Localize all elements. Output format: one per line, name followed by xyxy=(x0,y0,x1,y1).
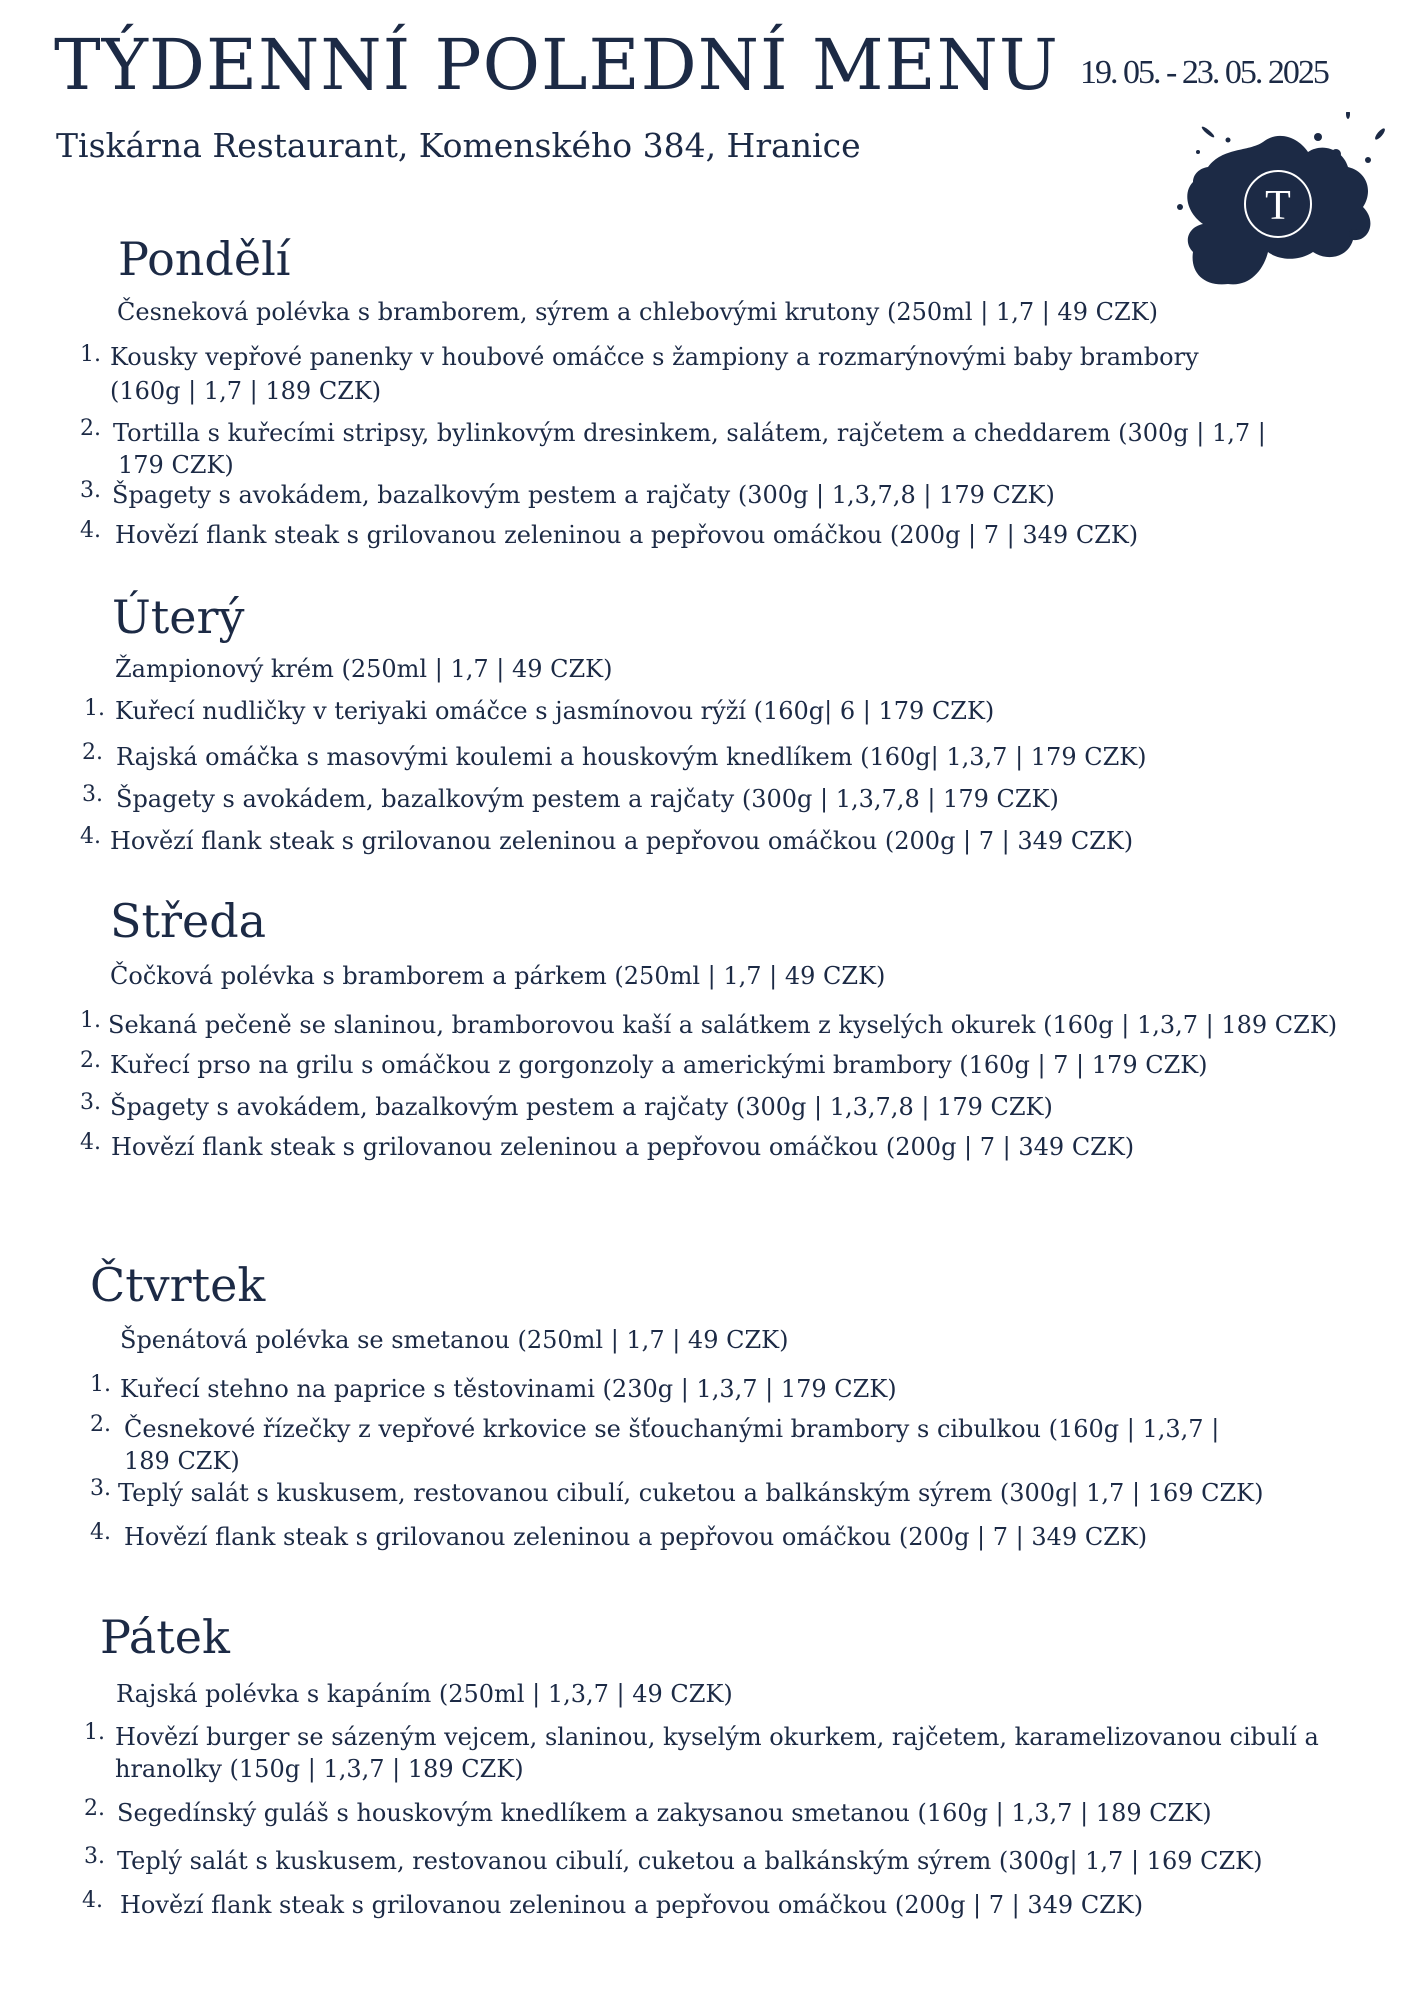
day-heading: Pátek xyxy=(100,1610,230,1664)
item-text-cont: (160g | 1,7 | 189 CZK) xyxy=(110,377,382,405)
item-number: 1. xyxy=(84,696,105,721)
item-number: 2. xyxy=(82,740,103,765)
day-heading: Čtvrtek xyxy=(90,1258,266,1312)
item-number: 1. xyxy=(84,1720,105,1745)
item-text: Hovězí flank steak s grilovanou zeleninou a pepřovou omáčkou (200g | 7 | 349 CZK) xyxy=(111,1133,1135,1161)
item-text: Kuřecí nudličky v teriyaki omáčce s jasmínovou rýží (160g| 6 | 179 CZK) xyxy=(115,697,995,725)
item-text: Hovězí flank steak s grilovanou zeleninou a pepřovou omáčkou (200g | 7 | 349 CZK) xyxy=(110,827,1134,855)
item-text: Teplý salát s kuskusem, restovanou cibulí, cuketou a balkánským sýrem (300g| 1,7 | 169 CZK) xyxy=(117,1847,1263,1875)
day-heading: Středa xyxy=(110,894,267,948)
page-title: TÝDENNÍ POLEDNÍ MENU xyxy=(54,24,1059,106)
item-text-cont: hranolky (150g | 1,3,7 | 189 CZK) xyxy=(115,1755,524,1783)
item-text: Kuřecí stehno na paprice s těstovinami (230g | 1,3,7 | 179 CZK) xyxy=(120,1375,897,1403)
item-text: Hovězí flank steak s grilovanou zeleninou a pepřovou omáčkou (200g | 7 | 349 CZK) xyxy=(124,1523,1148,1551)
item-number: 3. xyxy=(90,1476,111,1501)
item-text: Špagety s avokádem, bazalkovým pestem a rajčaty (300g | 1,3,7,8 | 179 CZK) xyxy=(116,785,1059,813)
soup-item: Rajská polévka s kapáním (250ml | 1,3,7 | 49 CZK) xyxy=(116,1680,733,1708)
item-number: 2. xyxy=(80,1048,101,1073)
item-text: Hovězí burger se sázeným vejcem, slaninou, kyselým okurkem, rajčetem, karamelizovanou cibulí a xyxy=(115,1723,1319,1751)
item-text: Teplý salát s kuskusem, restovanou cibulí, cuketou a balkánským sýrem (300g| 1,7 | 169 CZK) xyxy=(118,1479,1264,1507)
item-number: 1. xyxy=(80,342,101,367)
item-text-cont: 189 CZK) xyxy=(124,1447,240,1475)
item-number: 1. xyxy=(90,1372,111,1397)
item-text: Špagety s avokádem, bazalkovým pestem a rajčaty (300g | 1,3,7,8 | 179 CZK) xyxy=(112,481,1055,509)
item-number: 2. xyxy=(84,1796,105,1821)
restaurant-logo-ink-splash-icon xyxy=(1168,112,1388,302)
soup-item: Čočková polévka s bramborem a párkem (250ml | 1,7 | 49 CZK) xyxy=(110,962,886,990)
item-text: Kuřecí prso na grilu s omáčkou z gorgonzoly a americkými brambory (160g | 7 | 179 CZK) xyxy=(110,1051,1208,1079)
item-text: Špagety s avokádem, bazalkovým pestem a rajčaty (300g | 1,3,7,8 | 179 CZK) xyxy=(110,1093,1053,1121)
item-text: Hovězí flank steak s grilovanou zeleninou a pepřovou omáčkou (200g | 7 | 349 CZK) xyxy=(115,521,1139,549)
date-range: 19. 05. - 23. 05. 2025 xyxy=(1080,54,1328,91)
item-text-cont: 179 CZK) xyxy=(118,451,234,479)
day-heading: Úterý xyxy=(112,590,245,644)
item-text: Rajská omáčka s masovými koulemi a houskovým knedlíkem (160g| 1,3,7 | 179 CZK) xyxy=(116,743,1147,771)
soup-item: Žampionový krém (250ml | 1,7 | 49 CZK) xyxy=(115,655,613,683)
item-number: 3. xyxy=(82,782,103,807)
item-text: Kousky vepřové panenky v houbové omáčce s žampiony a rozmarýnovými baby brambory xyxy=(110,343,1199,371)
item-text: Sekaná pečeně se slaninou, bramborovou kaší a salátkem z kyselých okurek (160g | 1,3,7 | 189 CZK) xyxy=(108,1011,1338,1039)
item-number: 4. xyxy=(82,1888,103,1913)
item-number: 2. xyxy=(90,1412,111,1437)
item-number: 3. xyxy=(80,478,101,503)
item-number: 2. xyxy=(80,416,101,441)
item-number: 3. xyxy=(80,1090,101,1115)
item-text: Tortilla s kuřecími stripsy, bylinkovým dresinkem, salátem, rajčetem a cheddarem (300g | 1,7 | xyxy=(113,419,1266,447)
item-text: Česnekové řízečky z vepřové krkovice se šťouchanými brambory s cibulkou (160g | 1,3,7 | xyxy=(124,1415,1220,1443)
logo-letter: T xyxy=(1265,183,1291,229)
restaurant-address: Tiskárna Restaurant, Komenského 384, Hranice xyxy=(56,126,861,165)
item-number: 4. xyxy=(80,824,101,849)
item-text: Segedínský guláš s houskovým knedlíkem a zakysanou smetanou (160g | 1,3,7 | 189 CZK) xyxy=(117,1799,1212,1827)
soup-item: Špenátová polévka se smetanou (250ml | 1,7 | 49 CZK) xyxy=(120,1326,789,1354)
item-number: 3. xyxy=(84,1844,105,1869)
day-heading: Pondělí xyxy=(118,232,291,286)
item-number: 4. xyxy=(80,1130,101,1155)
item-number: 4. xyxy=(90,1520,111,1545)
item-number: 4. xyxy=(80,518,101,543)
item-number: 1. xyxy=(80,1008,101,1033)
item-text: Hovězí flank steak s grilovanou zeleninou a pepřovou omáčkou (200g | 7 | 349 CZK) xyxy=(120,1891,1144,1919)
soup-item: Česneková polévka s bramborem, sýrem a chlebovými krutony (250ml | 1,7 | 49 CZK) xyxy=(117,298,1158,326)
